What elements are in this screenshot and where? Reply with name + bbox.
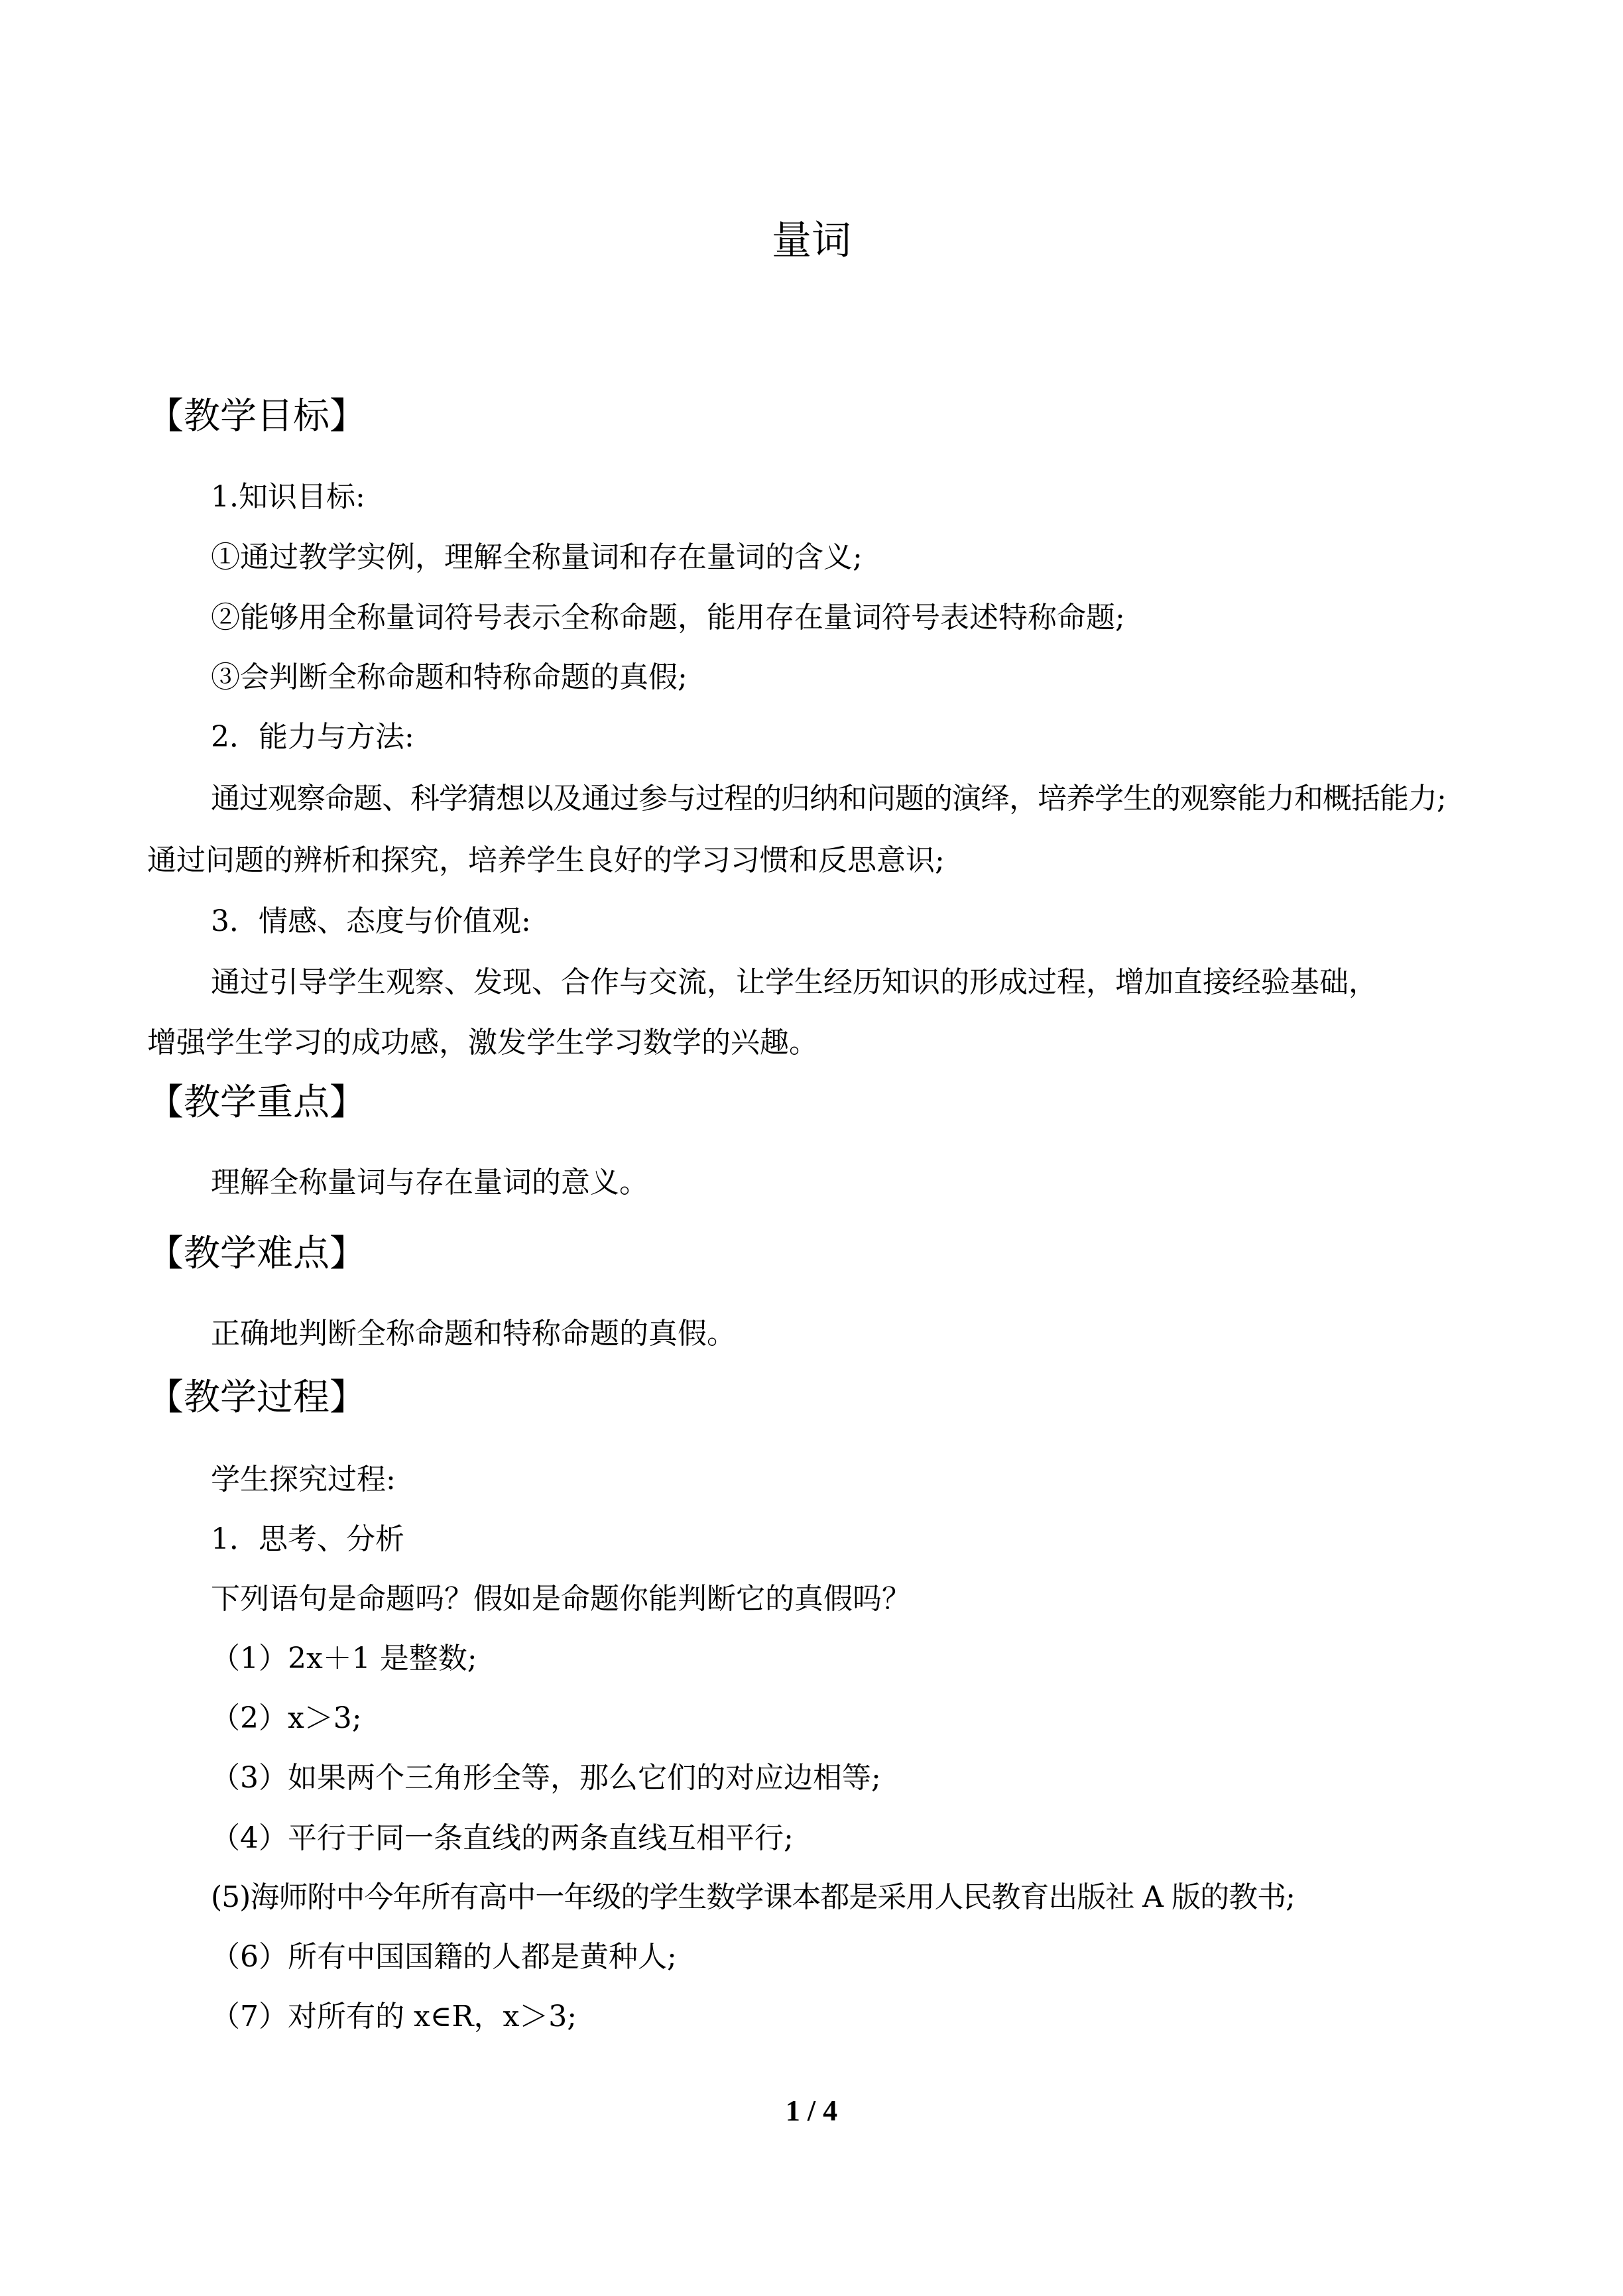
process-line: （1）2x＋1 是整数; bbox=[211, 1642, 477, 1675]
objective-line: 通过引导学生观察、发现、合作与交流，让学生经历知识的形成过程，增加直接经验基础， bbox=[211, 965, 1378, 999]
objective-line: ①通过教学实例，理解全称量词和存在量词的含义; bbox=[211, 540, 863, 574]
process-line: （6）所有中国国籍的人都是黄种人; bbox=[211, 1940, 677, 1974]
page-title: 量词 bbox=[772, 217, 851, 264]
objective-line: 通过观察命题、科学猜想以及通过参与过程的归纳和问题的演绎，培养学生的观察能力和概括能力; bbox=[211, 782, 1446, 816]
objective-line: 通过问题的辨析和探究，培养学生良好的学习习惯和反思意识; bbox=[147, 843, 945, 877]
key-point-line: 理解全称量词与存在量词的意义。 bbox=[211, 1166, 648, 1199]
process-line: （4）平行于同一条直线的两条直线互相平行; bbox=[211, 1821, 794, 1855]
objective-line: ③会判断全称命题和特称命题的真假; bbox=[211, 660, 688, 694]
objective-line: 2．能力与方法: bbox=[211, 720, 414, 754]
process-line: （3）如果两个三角形全等，那么它们的对应边相等; bbox=[211, 1761, 881, 1795]
objective-line: 增强学生学习的成功感，激发学生学习数学的兴趣。 bbox=[147, 1026, 818, 1059]
objective-line: ②能够用全称量词符号表示全称命题，能用存在量词符号表述特称命题; bbox=[211, 601, 1125, 634]
section-heading-key-points: 【教学重点】 bbox=[147, 1081, 367, 1123]
page-number: 1 / 4 bbox=[785, 2094, 838, 2127]
process-line: (5)海师附中今年所有高中一年级的学生数学课本都是采用人民教育出版社 A 版的教书; bbox=[211, 1880, 1295, 1914]
process-line: （2）x＞3; bbox=[211, 1701, 362, 1735]
section-heading-difficulties: 【教学难点】 bbox=[147, 1232, 367, 1274]
section-heading-objectives: 【教学目标】 bbox=[147, 394, 367, 437]
objective-line: 1.知识目标: bbox=[211, 480, 365, 514]
section-heading-process: 【教学过程】 bbox=[147, 1376, 367, 1418]
objective-line: 3．情感、态度与价值观: bbox=[211, 904, 531, 938]
process-line: 学生探究过程: bbox=[211, 1463, 396, 1496]
process-line: 1．思考、分析 bbox=[211, 1522, 404, 1556]
process-line: （7）对所有的 x∈R，x＞3; bbox=[211, 2000, 577, 2033]
process-line: 下列语句是命题吗？假如是命题你能判断它的真假吗？ bbox=[211, 1582, 911, 1616]
difficulty-line: 正确地判断全称命题和特称命题的真假。 bbox=[211, 1317, 736, 1351]
